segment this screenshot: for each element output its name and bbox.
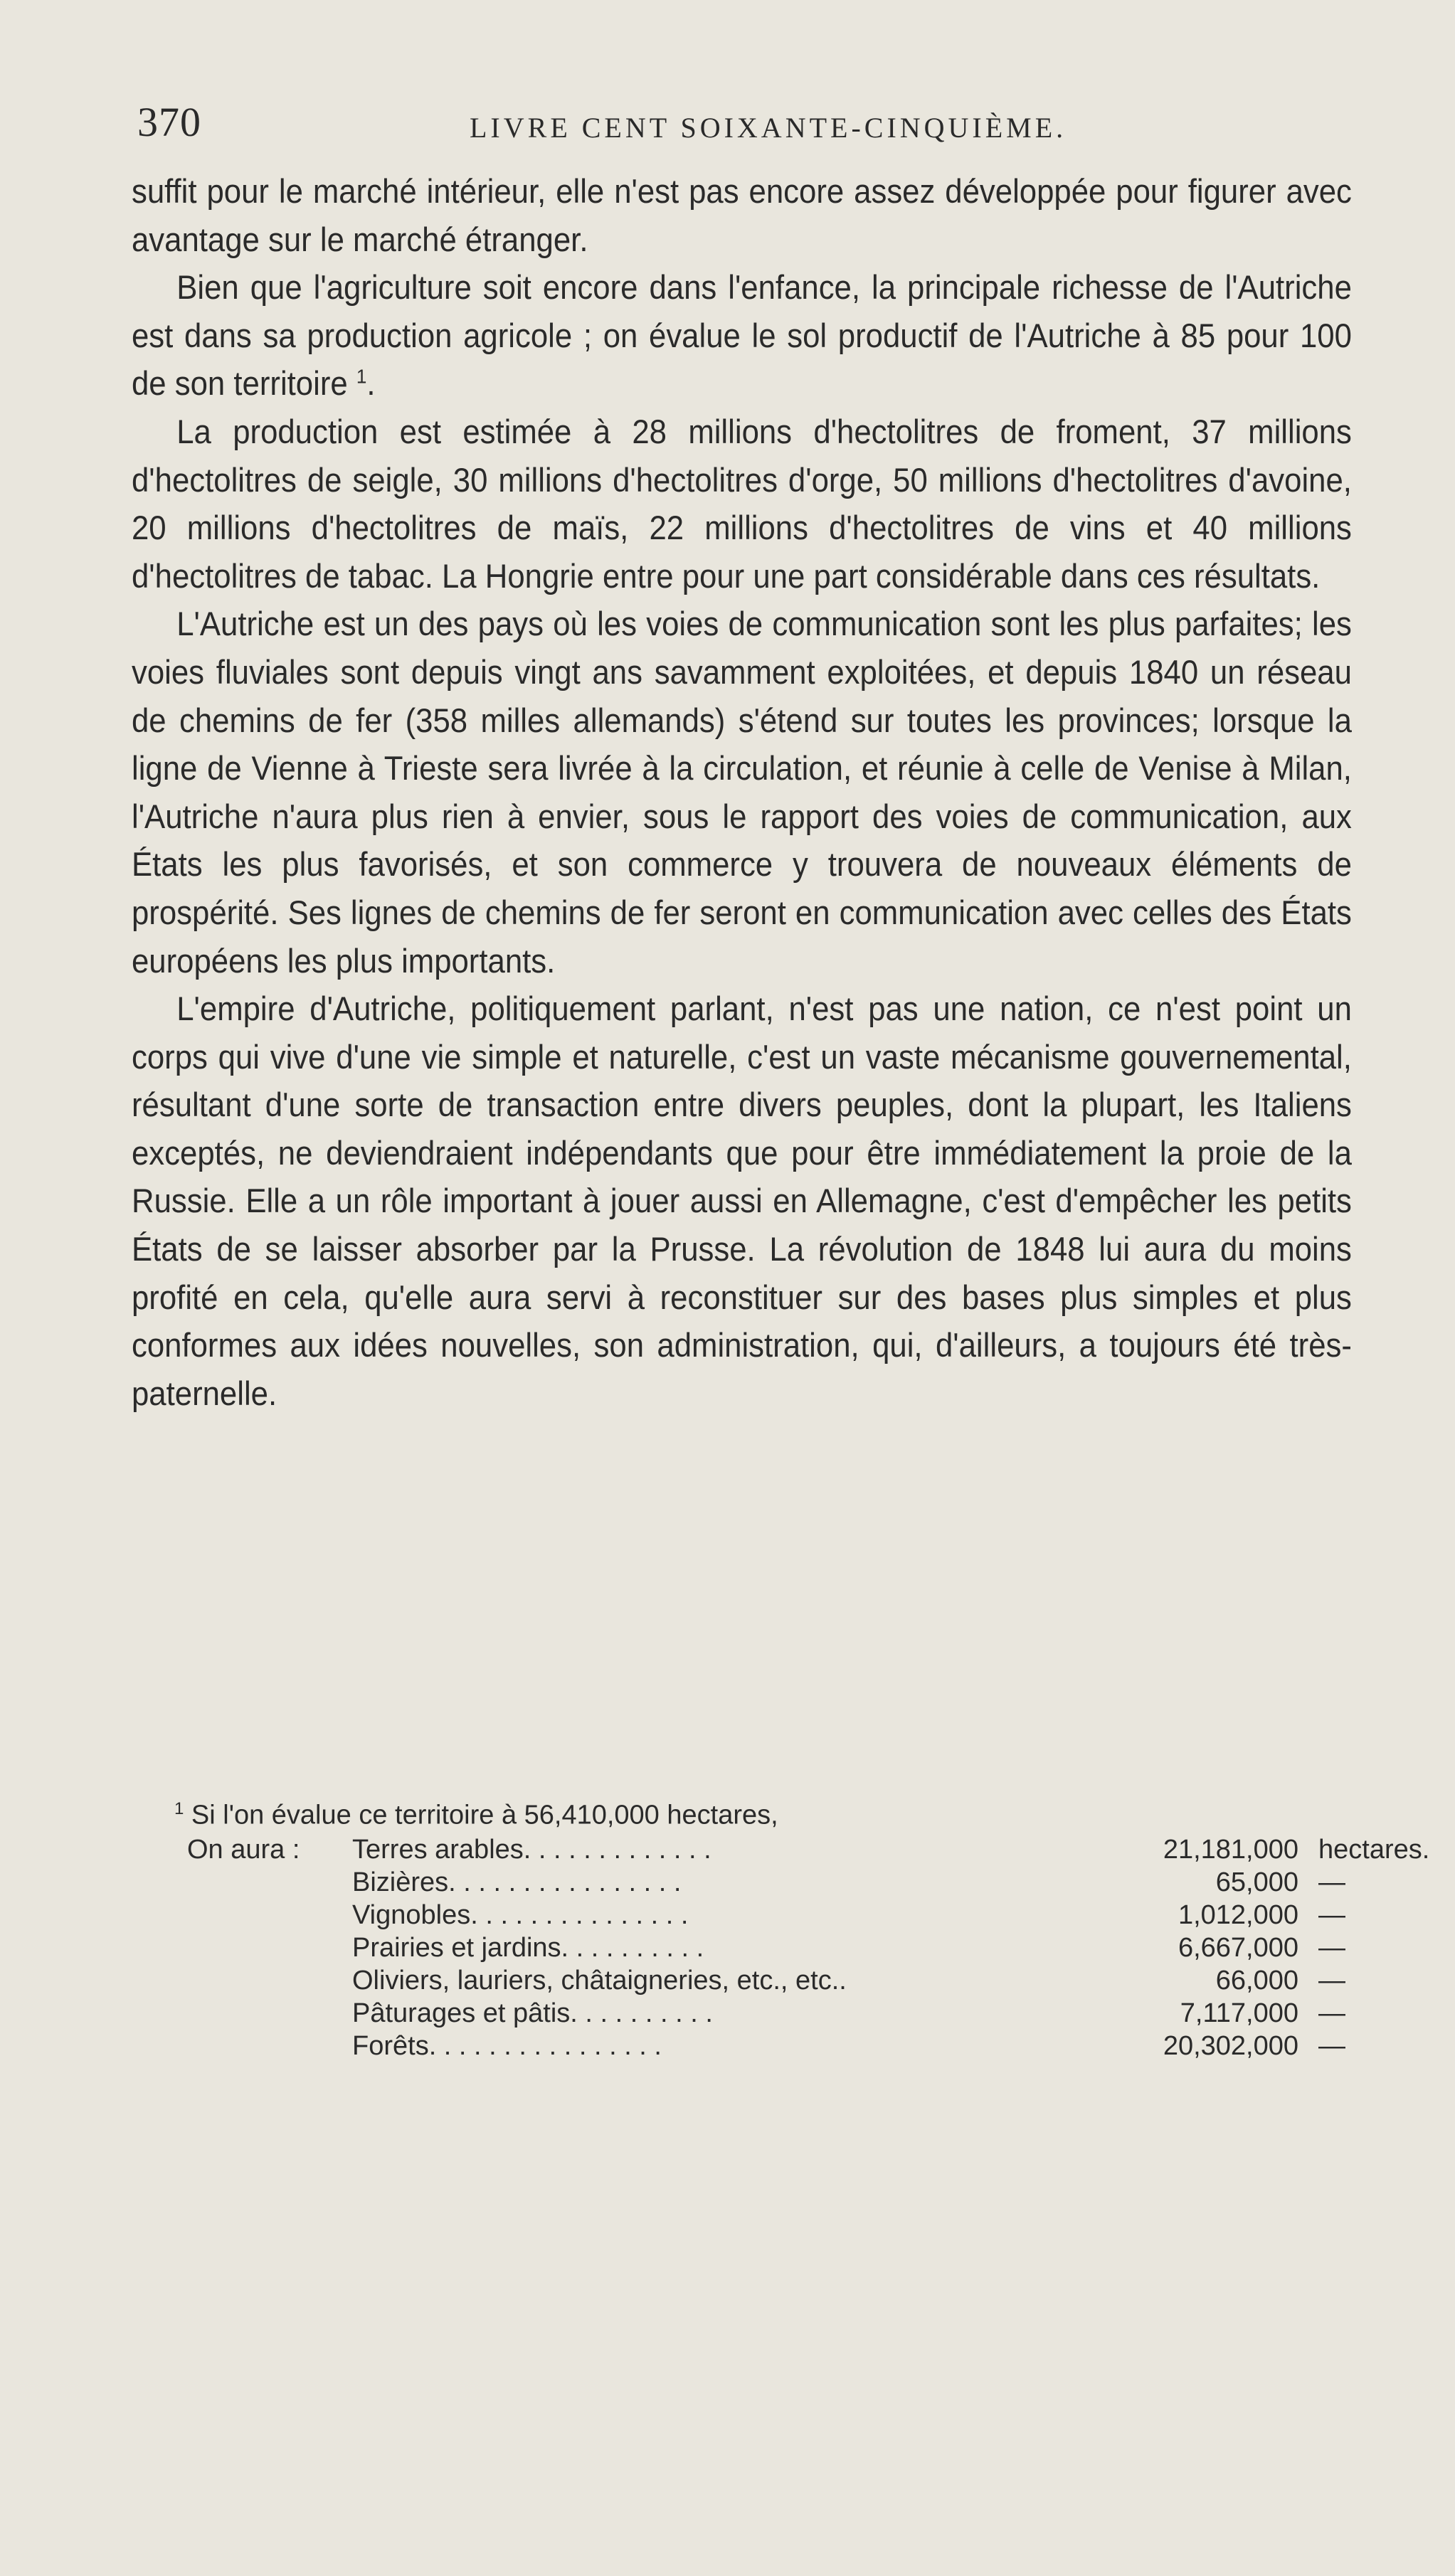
paragraph-2-text: Bien que l'agriculture soit encore dans l'enfance, la principale richesse de l'Autriche est dans sa production agricole ; on évalue le sol productif de l'Autriche à 85 pour 100 de son territoire xyxy=(132,268,1352,403)
land-use-value: 66,000 xyxy=(1215,1965,1298,1995)
land-use-label: Pâturages et pâtis. . . . . . . . . . xyxy=(352,1998,713,2028)
land-use-label: Terres arables. . . . . . . . . . . . . xyxy=(352,1834,711,1865)
land-use-unit: hectares. xyxy=(1318,1834,1430,1865)
land-use-unit: — xyxy=(1318,2030,1345,2061)
footnote-row xyxy=(174,1931,1345,1964)
footnote-reference: 1 xyxy=(356,365,367,388)
paragraph-2-end: . xyxy=(366,364,376,403)
paragraph-4: L'Autriche est un des pays où les voies de communication sont les plus parfaites; les voies fluviales sont depuis vingt ans savamment exploitées, et depuis 1840 un réseau de chemins de fer (358 milles allemands) s'étend sur toutes les provinces; lorsque la ligne de Vienne à Trieste sera livrée à la circulation, et réunie à celle de Venise à Milan, l'Autriche n'aura plus rien à envier, sous le rapport des voies de communication, aux États les plus favorisés, et son commerce y trouvera de nouveaux éléments de prospérité. Ses lignes de chemins de fer seront en communication avec celles des États européens les plus importants. xyxy=(132,605,1352,980)
land-use-value: 6,667,000 xyxy=(1178,1932,1298,1963)
land-use-unit: — xyxy=(1318,1899,1345,1930)
land-use-unit: — xyxy=(1318,1932,1345,1963)
paragraph-3: La production est estimée à 28 millions d'hectolitres de froment, 37 millions d'hectolitres de seigle, 30 millions d'hectolitres d'orge, 50 millions d'hectolitres d'avoine, 20 millions d'hectolitres de maïs, 22 millions d'hectolitres de vins et 40 millions d'hectolitres de tabac. La Hongrie entre pour une part considérable dans ces résultats. xyxy=(132,412,1352,595)
paragraph-1: suffit pour le marché intérieur, elle n'est pas encore assez développée pour figurer avec avantage sur le marché étranger. xyxy=(132,172,1352,258)
land-use-unit: — xyxy=(1318,1965,1345,1995)
land-use-value: 65,000 xyxy=(1215,1867,1298,1897)
footnote-intro xyxy=(174,1793,1313,1832)
land-use-value: 1,012,000 xyxy=(1178,1899,1298,1930)
page-header xyxy=(132,98,1341,148)
land-use-unit: — xyxy=(1318,1998,1345,2028)
footnote-row xyxy=(174,2030,1345,2062)
land-use-value: 20,302,000 xyxy=(1163,2030,1298,2061)
footnote-row xyxy=(174,1866,1345,1899)
paragraph-2 xyxy=(132,263,1352,408)
paragraph-5: L'empire d'Autriche, politiquement parlant, n'est pas une nation, ce n'est point un corps qui vive d'une vie simple et naturelle, c'est un vaste mécanisme gouvernemental, résultant d'une sorte de transaction entre divers peuples, dont la plupart, les Italiens exceptés, ne deviendraient indépendants que pour être immédiatement la proie de la Russie. Elle a un rôle important à jouer aussi en Allemagne, c'est d'empêcher les petits États de se laisser absorber par la Prusse. La révolution de 1848 lui aura du moins profité en cela, qu'elle aura servi à reconstituer sur des bases plus simples et plus conformes aux idées nouvelles, son administration, qui, d'ailleurs, a toujours été très-paternelle. xyxy=(132,990,1352,1412)
footnote-marker: 1 xyxy=(174,1799,184,1818)
land-use-value: 7,117,000 xyxy=(1180,1998,1298,2028)
land-use-label: Prairies et jardins. . . . . . . . . . xyxy=(352,1932,704,1963)
land-use-label: Bizières. . . . . . . . . . . . . . . . xyxy=(352,1867,682,1897)
land-use-label: Vignobles. . . . . . . . . . . . . . . xyxy=(352,1899,689,1930)
footnote xyxy=(174,1793,1430,2062)
main-text xyxy=(132,167,1352,1417)
land-use-unit: — xyxy=(1318,1867,1345,1897)
page-number: 370 xyxy=(137,99,201,145)
footnote-row xyxy=(174,1833,1430,1866)
land-use-value: 21,181,000 xyxy=(1163,1834,1298,1865)
footnote-row xyxy=(174,1997,1345,2030)
land-use-label: Forêts. . . . . . . . . . . . . . . . xyxy=(352,2030,662,2061)
footnote-lead: On aura : xyxy=(187,1834,300,1865)
land-use-label: Oliviers, lauriers, châtaigneries, etc., etc.. xyxy=(352,1965,847,1995)
footnote-intro-text: Si l'on évalue ce territoire à 56,410,000 hectares, xyxy=(191,1800,778,1830)
footnote-row xyxy=(174,1899,1345,1931)
running-title: LIVRE CENT SOIXANTE-CINQUIÈME. xyxy=(470,112,1067,144)
footnote-row xyxy=(174,1964,1345,1997)
